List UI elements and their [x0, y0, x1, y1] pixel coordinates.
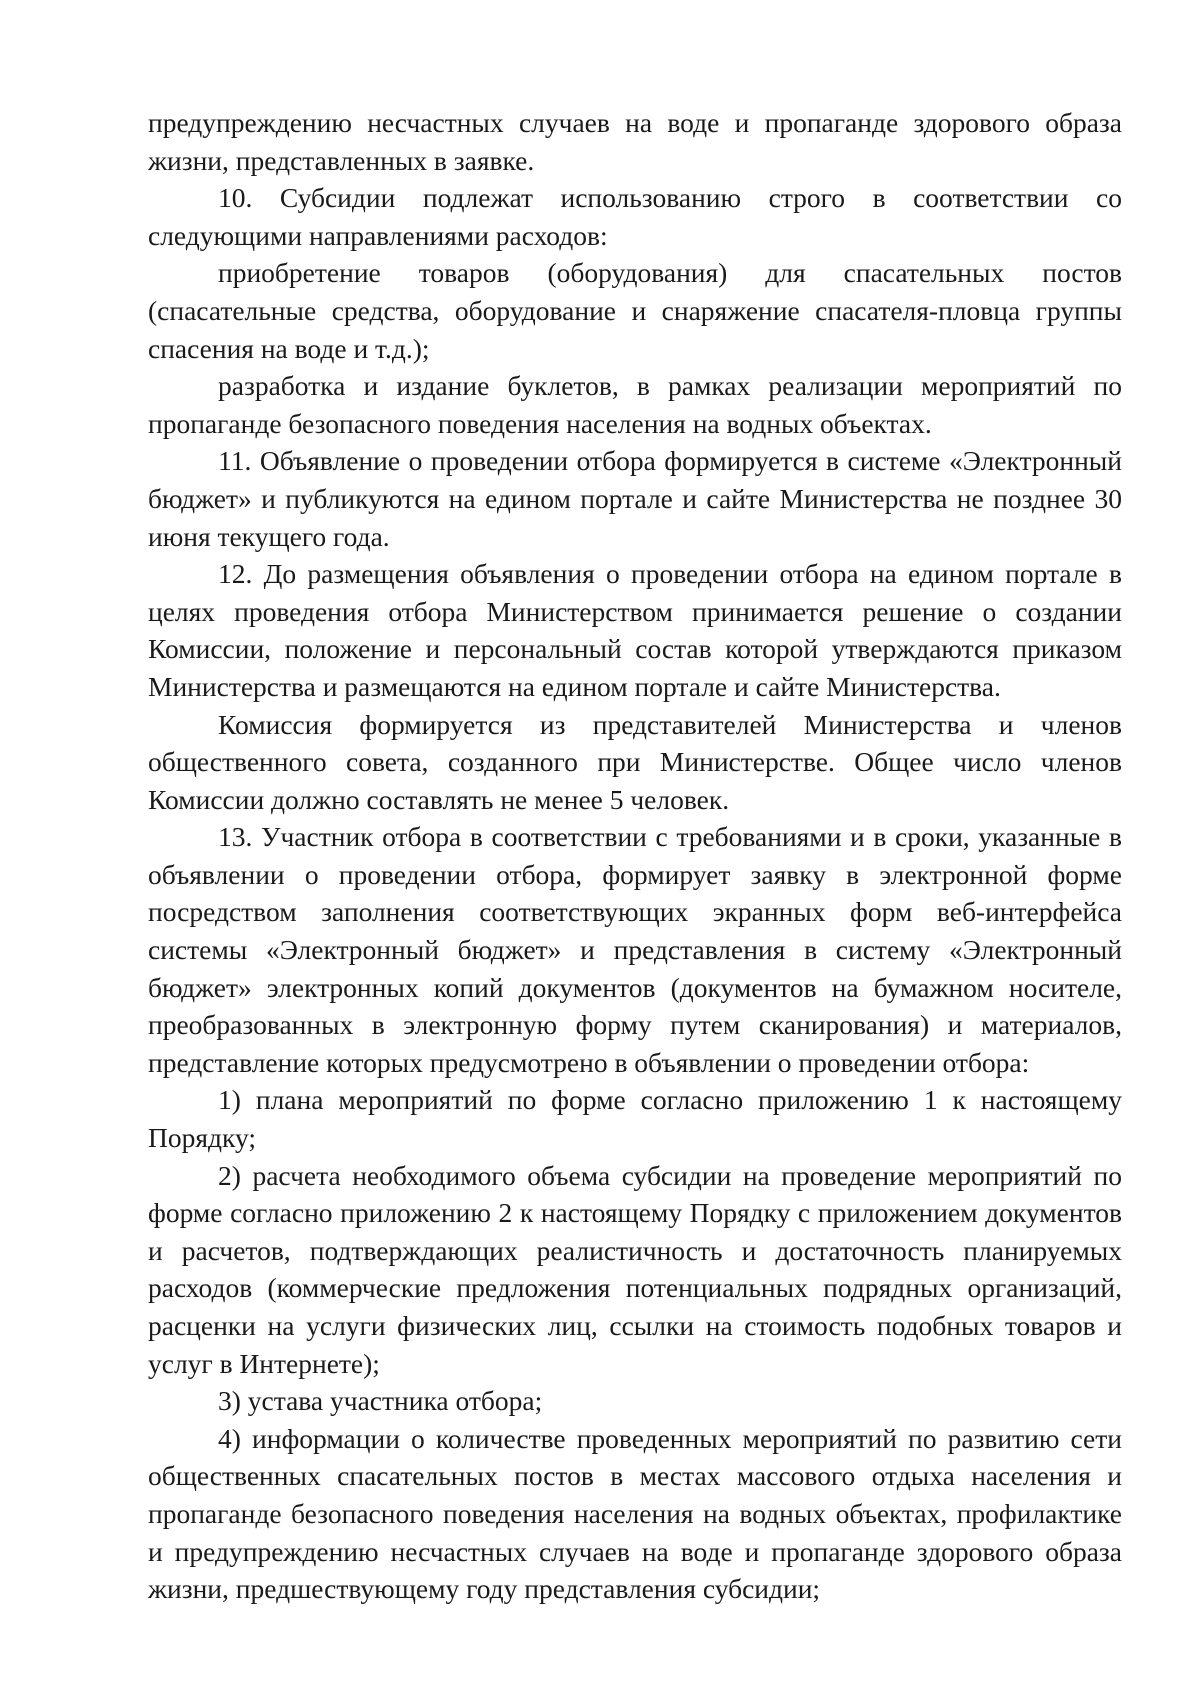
paragraph-subitem-1: 1) плана мероприятий по форме согласно приложению 1 к настоящему Порядку;	[148, 1084, 1122, 1154]
paragraph-subitem-3: 3) устава участника отбора;	[218, 1385, 543, 1417]
paragraph-expense-equipment: приобретение товаров (оборудования) для спасательных постов (спасательные средства, оборудование и снаряжение спасателя-пловца группы спасения на воде и т.д.);	[148, 257, 1122, 364]
paragraph-expense-booklets: разработка и издание буклетов, в рамках реализации мероприятий по пропаганде безопасного поведения населения на водных объектах.	[148, 370, 1122, 439]
paragraph-item-13: 13. Участник отбора в соответствии с требованиями и в сроки, указанные в объявлении о проведении отбора, формирует заявку в электронной форме посредством заполнения соответствующих экранных форм веб-интерфейса системы «Электронный бюджет» и представления в систему «Электронный бюджет» электронных копий документов (документов на бумажном носителе, преобразованных в электронную форму путем сканирования) и материалов, представление которых предусмотрено в объявлении о проведении отбора:	[148, 821, 1122, 1078]
paragraph-item-12: 12. До размещения объявления о проведении отбора на едином портале в целях проведения отбора Министерством принимается решение о создании Комиссии, положение и персональный состав которой утверждаются приказом Министерства и размещаются на едином портале и сайте Министерства.	[148, 558, 1122, 702]
paragraph-subitem-2: 2) расчета необходимого объема субсидии на проведение мероприятий по форме согласно приложению 2 к настоящему Порядку с приложением документов и расчетов, подтверждающих реалистичность и достаточность планируемых расходов (коммерческие предложения потенциальных подрядных организаций, расценки на услуги физических лиц, ссылки на стоимость подобных товаров и услуг в Интернете);	[148, 1159, 1122, 1379]
paragraph-item-11: 11. Объявление о проведении отбора формируется в системе «Электронный бюджет» и публикуются на едином портале и сайте Министерства не позднее 30 июня текущего года.	[148, 445, 1122, 552]
document-body	[148, 104, 1122, 1608]
paragraph-continuation: предупреждению несчастных случаев на воде и пропаганде здорового образа жизни, представленных в заявке.	[148, 107, 1122, 176]
paragraph-item-10: 10. Субсидии подлежат использованию строго в соответствии со следующими направлениями расходов:	[148, 182, 1122, 251]
paragraph-subitem-4: 4) информации о количестве проведенных мероприятий по развитию сети общественных спасательных постов в местах массового отдыха населения и пропаганде безопасного поведения населения на водных объектах, профилактике и предупреждению несчастных случаев на воде и пропаганде здорового образа жизни, предшествующему году представления субсидии;	[148, 1422, 1122, 1605]
paragraph-commission: Комиссия формируется из представителей Министерства и членов общественного совета, созданного при Министерстве. Общее число членов Комиссии должно составлять не менее 5 человек.	[148, 708, 1122, 815]
